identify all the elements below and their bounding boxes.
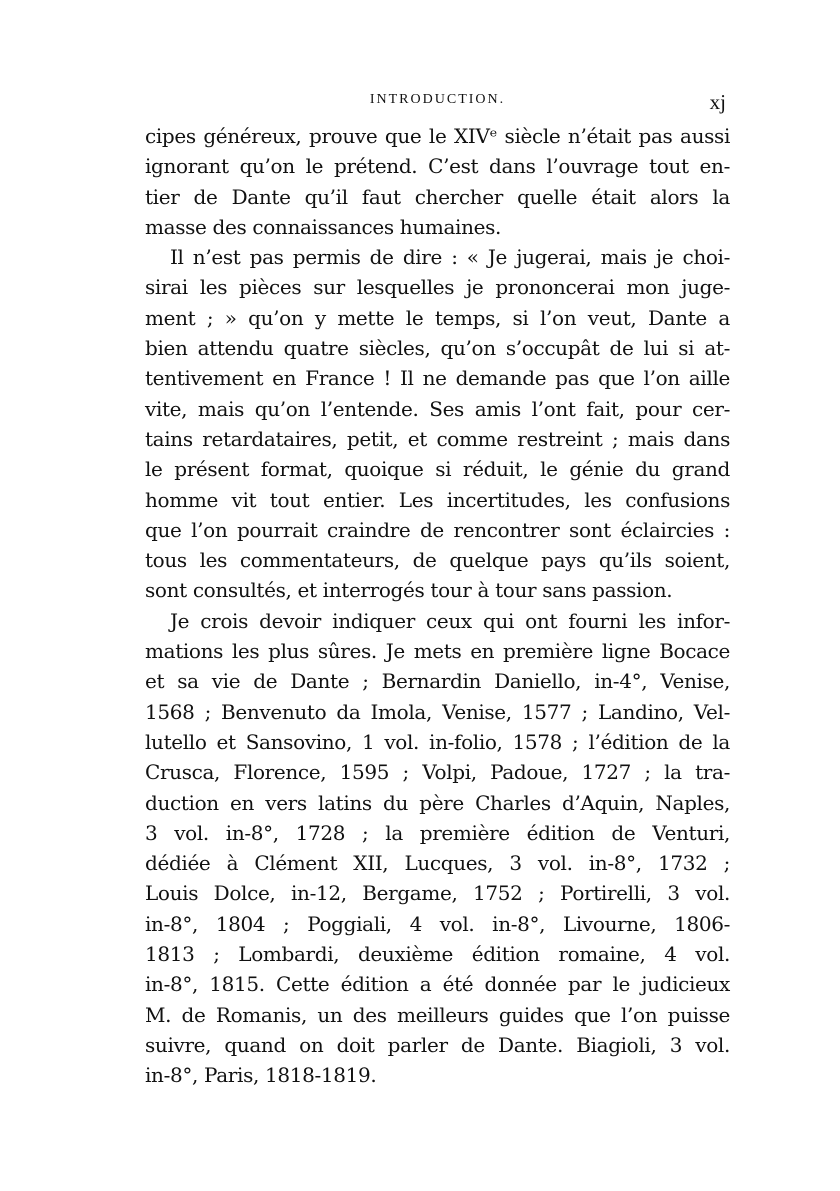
page-number: xj xyxy=(709,90,726,114)
text-line: ment ; » qu’on y mette le temps, si l’on veut, Dante a xyxy=(145,305,730,330)
text-line: masse des connaissances humaines. xyxy=(145,214,502,239)
text-line: Louis Dolce, in-12, Bergame, 1752 ; Portirelli, 3 vol. xyxy=(145,881,730,906)
text-line: Je crois devoir indiquer ceux qui ont fourni les infor- xyxy=(170,608,730,633)
text-line: tentivement en France ! Il ne demande pas que l’on aille xyxy=(145,366,730,391)
text-line: in-8°, Paris, 1818-1819. xyxy=(145,1063,377,1088)
text-line: M. de Romanis, un des meilleurs guides que l’on puisse xyxy=(145,1002,730,1027)
text-line: que l’on pourrait craindre de rencontrer sont éclaircies : xyxy=(145,517,730,542)
text-line: bien attendu quatre siècles, qu’on s’occupât de lui si at- xyxy=(145,336,730,361)
text-line: homme vit tout entier. Les incertitudes, les confusions xyxy=(145,487,730,512)
text-line: tains retardataires, petit, et comme restreint ; mais dans xyxy=(145,426,730,451)
text-line: 1813 ; Lombardi, deuxième édition romaine, 4 vol. xyxy=(145,942,730,967)
text-line: mations les plus sûres. Je mets en première ligne Bocace xyxy=(145,639,730,664)
text-line: vite, mais qu’on l’entende. Ses amis l’ont fait, pour cer- xyxy=(145,396,730,421)
running-head-title: INTRODUCTION. xyxy=(369,92,506,107)
text-line: 1568 ; Benvenuto da Imola, Venise, 1577 ; Landino, Vel- xyxy=(145,699,730,724)
text-line: et sa vie de Dante ; Bernardin Daniello, in-4°, Venise, xyxy=(145,669,730,694)
body-text xyxy=(145,121,730,1091)
text-line: Crusca, Florence, 1595 ; Volpi, Padoue, 1727 ; la tra- xyxy=(145,760,730,785)
text-line: in-8°, 1804 ; Poggiali, 4 vol. in-8°, Livourne, 1806- xyxy=(145,911,730,936)
text-line: cipes généreux, prouve que le XIVᵉ siècle n’était pas aussi xyxy=(145,124,730,148)
text-line: le présent format, quoique si réduit, le génie du grand xyxy=(145,457,730,482)
text-line: Il n’est pas permis de dire : « Je jugerai, mais je choi- xyxy=(170,245,730,270)
text-line: sont consultés, et interrogés tour à tour sans passion. xyxy=(145,578,673,603)
text-line: in-8°, 1815. Cette édition a été donnée par le judicieux xyxy=(145,972,730,997)
text-line: tier de Dante qu’il faut chercher quelle était alors la xyxy=(145,184,730,209)
text-line: tous les commentateurs, de quelque pays qu’ils soient, xyxy=(145,548,730,573)
text-line: lutello et Sansovino, 1 vol. in-folio, 1578 ; l’édition de la xyxy=(145,729,730,754)
text-line: dédiée à Clément XII, Lucques, 3 vol. in-8°, 1732 ; xyxy=(145,851,730,876)
running-head xyxy=(145,92,730,116)
text-line: 3 vol. in-8°, 1728 ; la première édition de Venturi, xyxy=(145,820,730,845)
text-line: suivre, quand on doit parler de Dante. Biagioli, 3 vol. xyxy=(145,1032,730,1057)
text-line: sirai les pièces sur lesquelles je prononcerai mon juge- xyxy=(145,275,730,300)
text-line: duction en vers latins du père Charles d’Aquin, Naples, xyxy=(145,790,730,815)
text-line: ignorant qu’on le prétend. C’est dans l’ouvrage tout en- xyxy=(145,154,730,179)
